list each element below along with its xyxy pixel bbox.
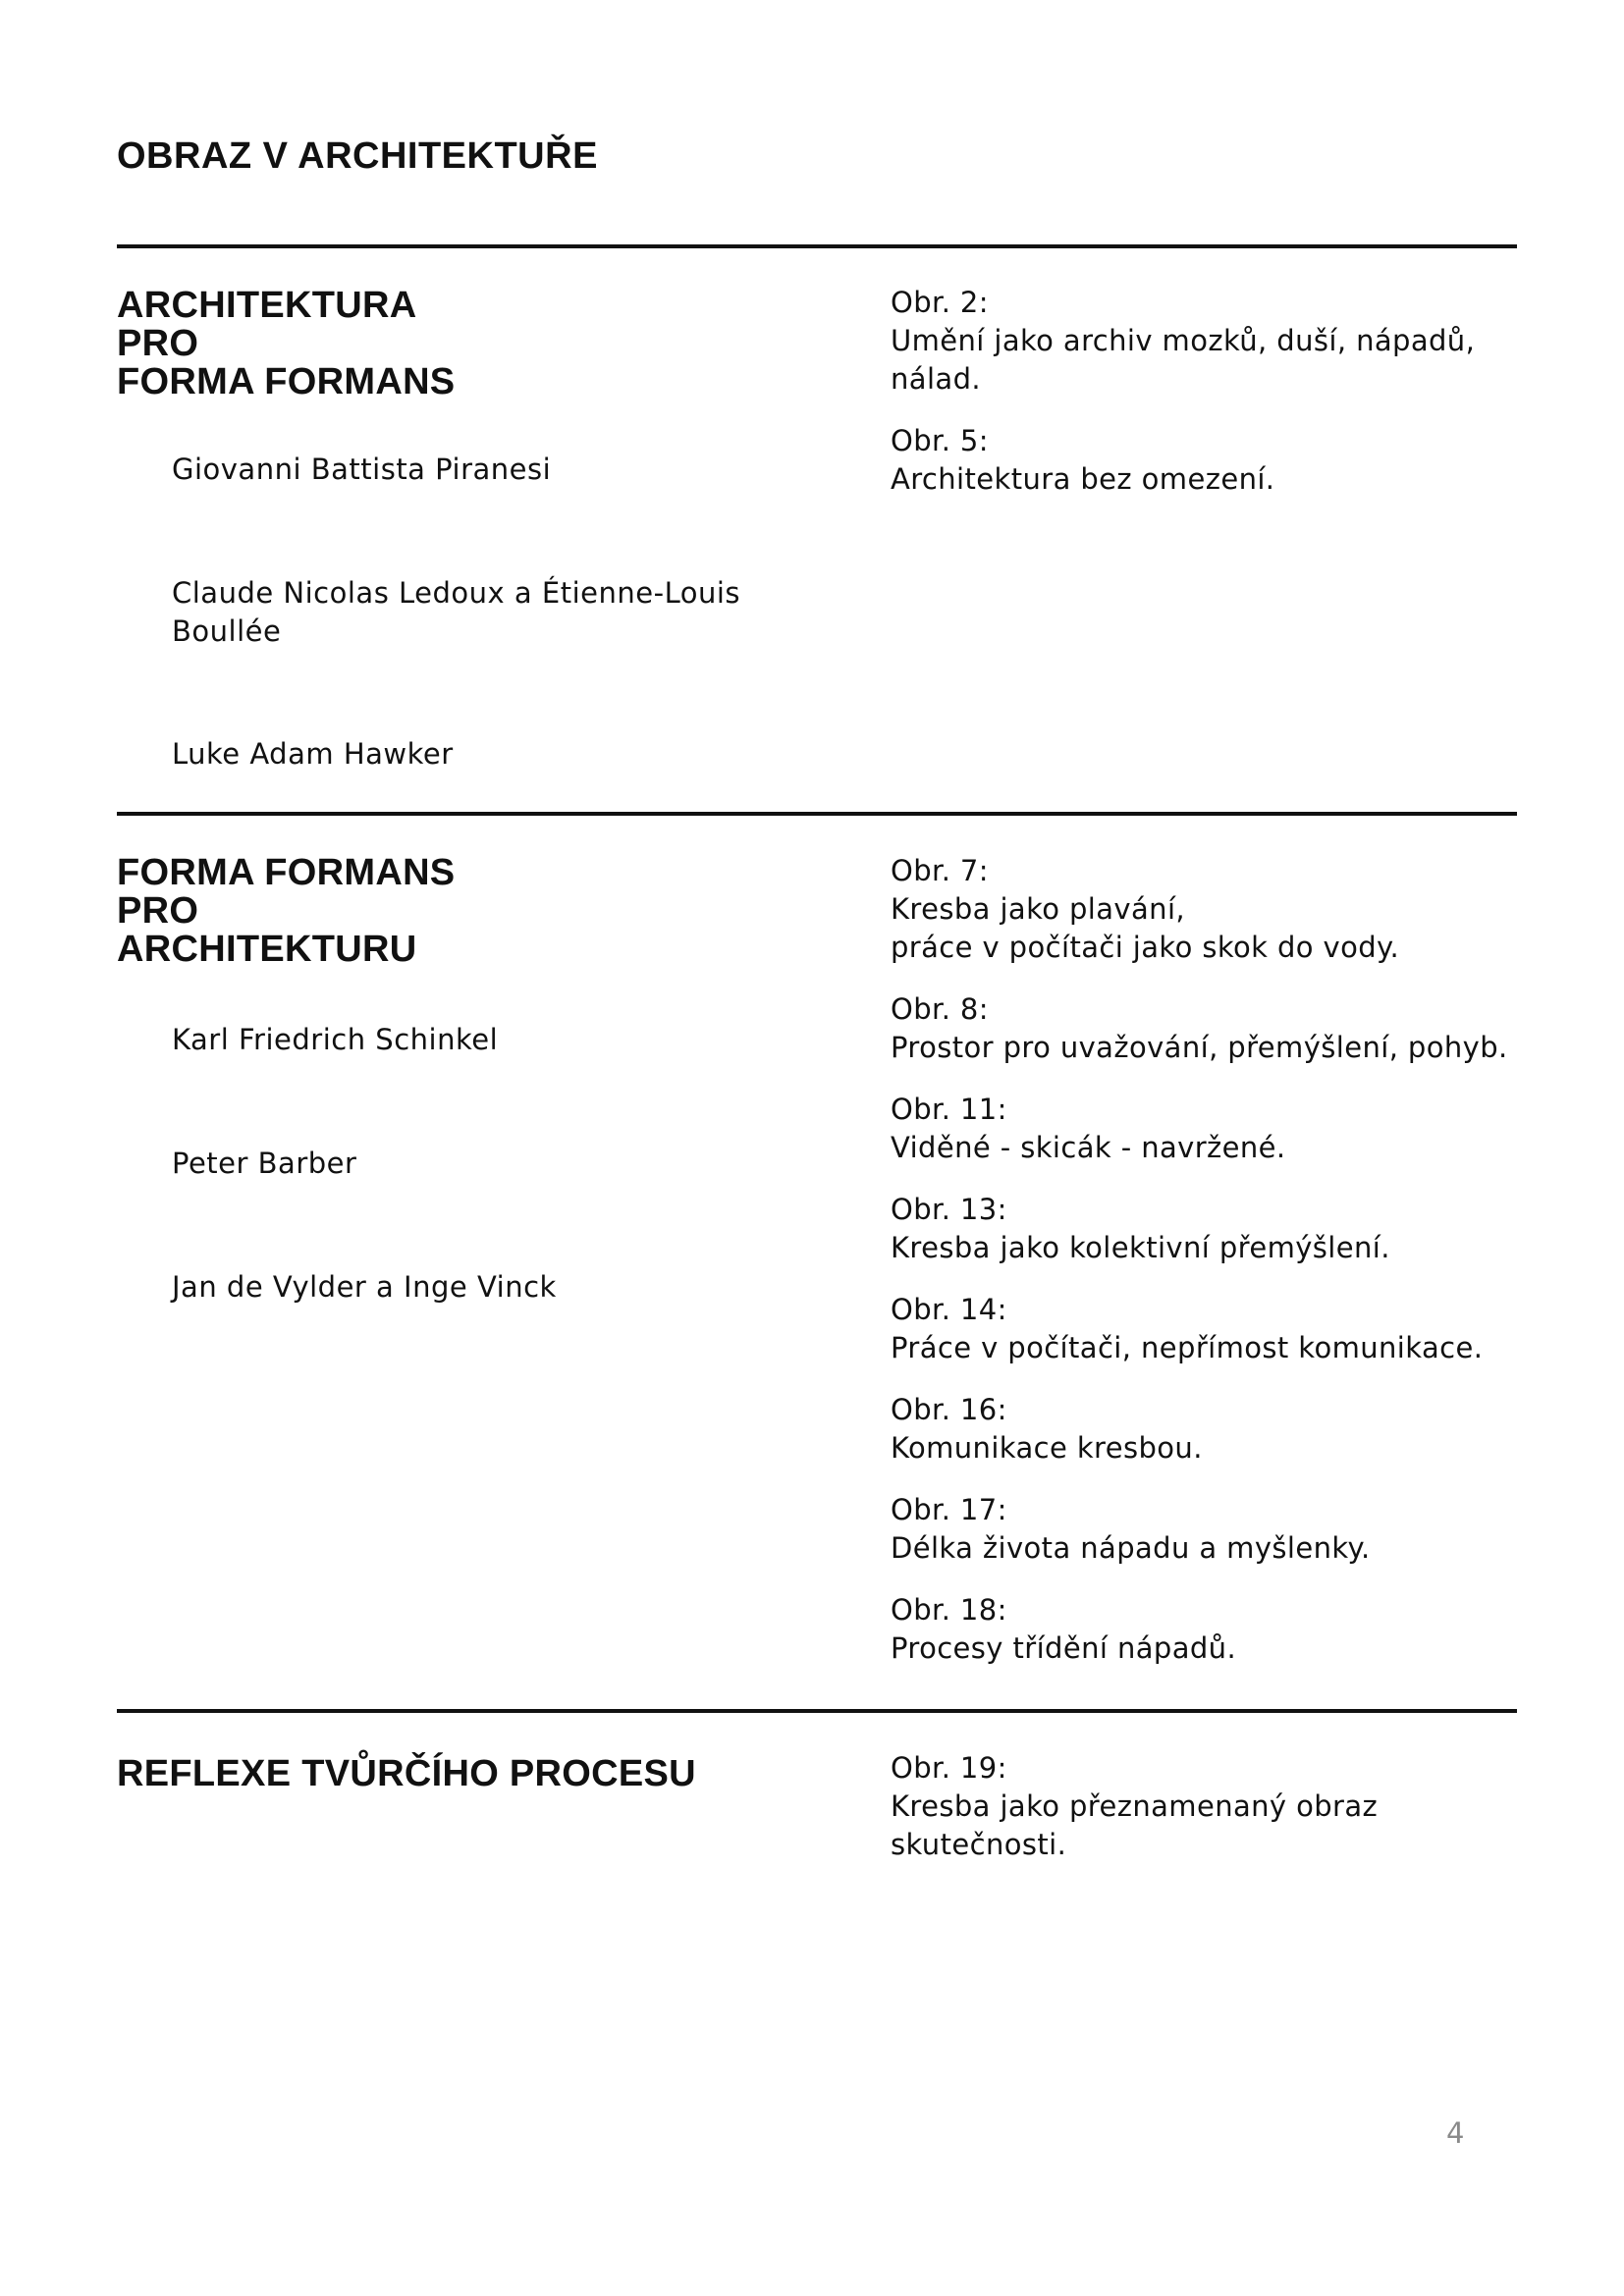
figure-number: Obr. 18: [891, 1593, 1007, 1627]
figure-number: Obr. 16: [891, 1393, 1007, 1426]
author-name: Claude Nicolas Ledoux a Étienne-Louis Boullée [172, 576, 741, 648]
section-divider [117, 812, 1517, 816]
figure-caption-item [891, 852, 1519, 967]
figure-caption-item [891, 1491, 1519, 1568]
author-name: Luke Adam Hawker [172, 737, 454, 771]
figure-caption-item [891, 1291, 1519, 1367]
figure-caption: Architektura bez omezení. [891, 462, 1275, 496]
heading-line: REFLEXE TVŮRČÍHO PROCESU [117, 1753, 696, 1794]
figure-number: Obr. 5: [891, 424, 989, 457]
heading-line: PRO [117, 890, 199, 932]
figure-number: Obr. 17: [891, 1493, 1007, 1526]
figure-caption: Práce v počítači, nepřímost komunikace. [891, 1331, 1484, 1364]
figure-caption: Viděné - skicák - navržené. [891, 1131, 1286, 1164]
section-heading-forma-formans-pro-architekturu [117, 854, 455, 969]
figure-caption: Kresba jako kolektivní přemýšlení. [891, 1231, 1390, 1264]
figure-number: Obr. 19: [891, 1751, 1007, 1785]
figure-caption-item [891, 284, 1519, 399]
figure-caption-item [891, 1191, 1519, 1267]
figure-caption-item [891, 1091, 1519, 1167]
figure-caption-item [891, 990, 1519, 1067]
figure-number: Obr. 14: [891, 1293, 1007, 1326]
figure-caption-item [891, 1391, 1519, 1468]
section-divider [117, 244, 1517, 248]
section-heading-reflexe-tvurciho-procesu [117, 1755, 696, 1793]
section-heading-architektura-pro-forma-formans [117, 287, 455, 401]
figure-number: Obr. 13: [891, 1193, 1007, 1226]
figure-list [891, 852, 1519, 1691]
author-name: Karl Friedrich Schinkel [172, 1023, 499, 1056]
figure-caption: Kresba jako plavání, práce v počítači jako skok do vody. [891, 892, 1400, 964]
author-name: Jan de Vylder a Inge Vinck [172, 1270, 557, 1304]
heading-line: FORMA FORMANS [117, 852, 456, 893]
figure-number: Obr. 8: [891, 992, 989, 1026]
figure-number: Obr. 7: [891, 854, 989, 887]
figure-caption: Umění jako archiv mozků, duší, nápadů, nálad. [891, 324, 1476, 396]
figure-caption: Délka života nápadu a myšlenky. [891, 1531, 1371, 1565]
page-number: 4 [1446, 2116, 1465, 2150]
section-divider [117, 1709, 1517, 1713]
author-name: Giovanni Battista Piranesi [172, 453, 552, 486]
figure-list [891, 1749, 1519, 1888]
figure-caption-item [891, 422, 1519, 499]
heading-line: ARCHITEKTURU [117, 929, 417, 970]
author-name: Peter Barber [172, 1147, 357, 1180]
figure-caption: Procesy třídění nápadů. [891, 1631, 1237, 1665]
figure-number: Obr. 11: [891, 1093, 1007, 1126]
page-title: OBRAZ V ARCHITEKTUŘE [117, 135, 598, 177]
figure-caption: Komunikace kresbou. [891, 1431, 1203, 1465]
figure-caption-item [891, 1591, 1519, 1668]
figure-number: Obr. 2: [891, 286, 989, 319]
figure-caption-item [891, 1749, 1519, 1864]
figure-caption: Prostor pro uvažování, přemýšlení, pohyb. [891, 1031, 1508, 1064]
heading-line: FORMA FORMANS [117, 361, 456, 402]
figure-list [891, 284, 1519, 522]
heading-line: ARCHITEKTURA [117, 285, 417, 326]
heading-line: PRO [117, 323, 199, 364]
figure-caption: Kresba jako přeznamenaný obraz skutečnosti. [891, 1789, 1379, 1861]
